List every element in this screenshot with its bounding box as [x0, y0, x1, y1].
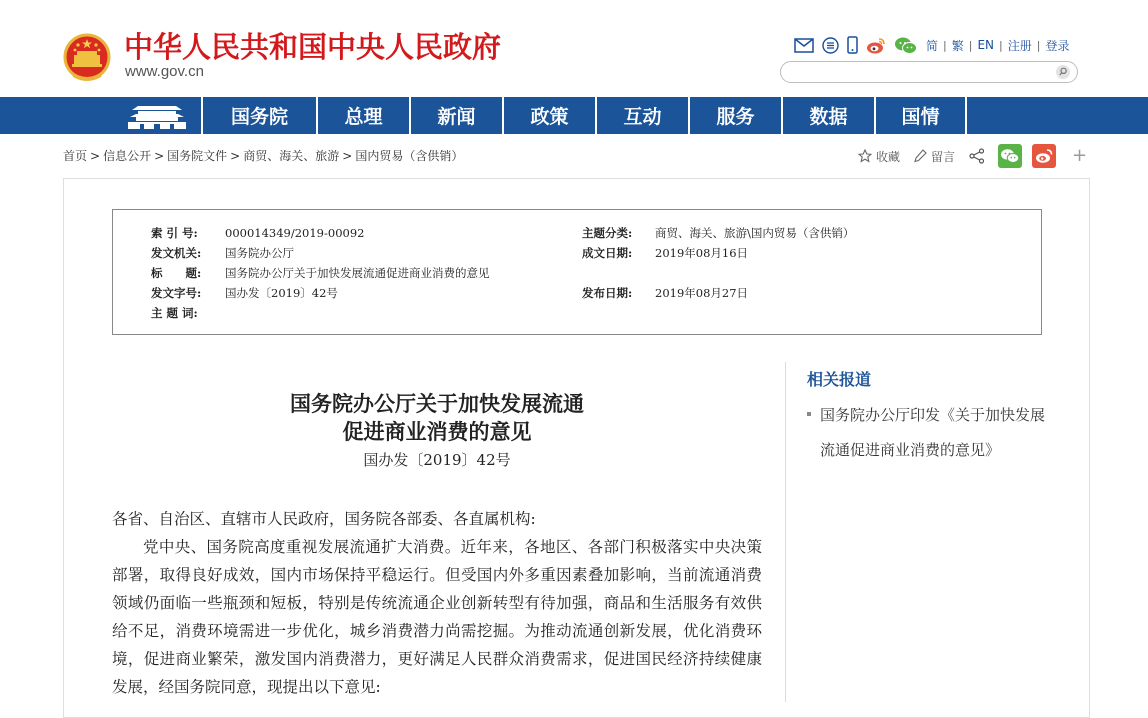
separator: |	[1036, 38, 1041, 52]
nav-home[interactable]	[113, 97, 201, 134]
comment-label: 留言	[931, 149, 956, 164]
wechat-icon	[1000, 148, 1020, 164]
separator: |	[999, 38, 1003, 52]
site-name[interactable]: 中华人民共和国中央人民政府	[124, 30, 502, 64]
share-icon	[969, 148, 985, 164]
share-bar	[858, 144, 1087, 168]
info-keywords-label: 主 题 词:	[151, 306, 198, 320]
nav-item-policy[interactable]: 政策	[502, 97, 595, 134]
article-title-line-2: 促进商业消费的意见	[342, 419, 532, 444]
separator: |	[943, 38, 947, 52]
register-link[interactable]: 注册	[1007, 38, 1032, 53]
related-report-link[interactable]: 国务院办公厅印发《关于加快发展流通促进商业消费的意见》	[820, 406, 1046, 459]
info-index-value: 000014349/2019-00092	[225, 226, 365, 240]
share-button[interactable]	[969, 148, 989, 164]
breadcrumb-domestic-trade[interactable]: 国内贸易（含供销）	[355, 149, 464, 163]
mail-icon[interactable]	[794, 38, 814, 53]
login-link[interactable]: 登录	[1045, 38, 1070, 53]
nav-item-state-council[interactable]: 国务院	[201, 97, 316, 134]
pen-icon	[914, 149, 927, 163]
article-doc-number: 国办发〔2019〕42号	[363, 451, 511, 469]
info-docno-value: 国办发〔2019〕42号	[225, 286, 338, 300]
search-icon[interactable]	[1055, 64, 1071, 80]
share-weibo-button[interactable]	[1032, 144, 1056, 168]
breadcrumb-separator: >	[90, 149, 101, 163]
separator: |	[968, 38, 973, 52]
wechat-icon[interactable]	[894, 36, 918, 55]
star-icon	[858, 149, 872, 163]
document-info-table	[112, 209, 1042, 335]
site-header	[0, 0, 1148, 97]
related-report-item[interactable]	[807, 398, 1047, 468]
header-tools	[794, 34, 1070, 56]
article-paragraph: 党中央、国务院高度重视发展流通扩大消费。近年来，各地区、各部门积极落实中央决策部署，取得良好成效，国内市场保持平稳运行。但受国内外多重因素叠加影响，当前流通消费领域仍面临一些瓶颈和短板，特别是传统流通企业创新转型有待加强，商品和生活服务有效供给不足，消费环境需进一步优化，城乡消费潜力尚需挖掘。为推动流通创新发展，优化消费环境，促进商业繁荣，激发国内消费潜力，更好满足人民群众消费需求，促进国民经济持续健康发展，经国务院同意，现提出以下意见:	[112, 538, 762, 696]
weibo-icon[interactable]	[866, 37, 886, 54]
main-nav	[0, 97, 1148, 134]
article-salutation: 各省、自治区、直辖市人民政府，国务院各部委、各直属机构:	[112, 510, 536, 528]
nav-item-services[interactable]: 服务	[688, 97, 781, 134]
nav-item-premier[interactable]: 总理	[316, 97, 409, 134]
share-more-button[interactable]: +	[1072, 145, 1088, 166]
favorite-button[interactable]	[858, 148, 900, 165]
info-docno-label: 发文字号:	[151, 286, 202, 300]
bullet-icon	[807, 412, 811, 416]
search-input[interactable]	[791, 64, 1041, 80]
tiananmen-icon	[126, 102, 188, 130]
breadcrumb	[63, 148, 463, 164]
weibo-icon	[1035, 148, 1053, 164]
english-link[interactable]: EN	[977, 38, 995, 52]
related-reports-title: 相关报道	[807, 370, 872, 389]
article-title-line-1: 国务院办公厅关于加快发展流通	[290, 391, 584, 416]
info-topic-label: 主题分类:	[582, 226, 633, 240]
info-index-label: 索 引 号:	[151, 226, 198, 240]
info-issuer-value: 国务院办公厅	[225, 246, 294, 260]
rss-icon[interactable]	[822, 37, 839, 54]
nav-item-news[interactable]: 新闻	[409, 97, 502, 134]
comment-button[interactable]	[914, 148, 955, 165]
search-box	[780, 61, 1078, 83]
info-published-label: 发布日期:	[582, 286, 633, 300]
traditional-link[interactable]: 繁	[951, 38, 964, 53]
breadcrumb-state-council-docs[interactable]: 国务院文件	[167, 149, 228, 163]
nav-divider	[965, 97, 967, 134]
site-url[interactable]: www.gov.cn	[125, 63, 204, 80]
info-title-value: 国务院办公厅关于加快发展流通促进商业消费的意见	[225, 266, 490, 280]
mobile-icon[interactable]	[847, 36, 858, 54]
info-topic-value: 商贸、海关、旅游\国内贸易（含供销）	[655, 226, 855, 240]
info-created-label: 成文日期:	[582, 246, 633, 260]
nav-item-interaction[interactable]: 互动	[595, 97, 688, 134]
national-emblem-icon[interactable]	[63, 33, 111, 83]
breadcrumb-home[interactable]: 首页	[63, 149, 88, 163]
breadcrumb-info-disclosure[interactable]: 信息公开	[103, 149, 152, 163]
nav-item-national-info[interactable]: 国情	[874, 97, 965, 134]
breadcrumb-separator: >	[230, 149, 241, 163]
share-wechat-button[interactable]	[998, 144, 1022, 168]
nav-item-data[interactable]: 数据	[781, 97, 874, 134]
info-title-label: 标 题:	[151, 266, 202, 280]
breadcrumb-commerce[interactable]: 商贸、海关、旅游	[243, 149, 340, 163]
sidebar-divider	[785, 362, 786, 702]
favorite-label: 收藏	[876, 149, 901, 164]
simplified-link[interactable]: 简	[926, 38, 939, 53]
article-body	[112, 505, 762, 701]
breadcrumb-separator: >	[154, 149, 165, 163]
info-issuer-label: 发文机关:	[151, 246, 202, 260]
info-published-value: 2019年08月27日	[655, 286, 749, 300]
info-created-value: 2019年08月16日	[655, 246, 749, 260]
article-title-block	[112, 390, 762, 470]
breadcrumb-separator: >	[342, 149, 353, 163]
